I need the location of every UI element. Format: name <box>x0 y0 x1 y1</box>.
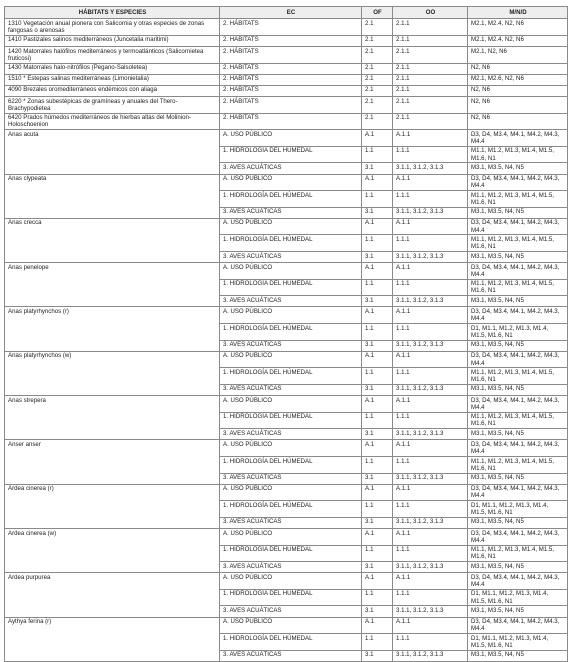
mnd-cell: M1.1, M1.2, M1.3, M1.4, M1.5, M1.6, N1 <box>468 146 568 163</box>
oo-cell: 3.1.1, 3.1.2, 3.1.3 <box>393 251 468 262</box>
of-cell: A.1 <box>362 440 393 457</box>
ec-cell: A. USO PÚBLICO <box>220 307 362 324</box>
of-cell: 2.1 <box>362 63 393 74</box>
habitat-name-cell: 6220 * Zonas subestépicas de gramíneas y anuales del Thero-Brachypodietea <box>5 97 220 114</box>
mnd-cell: D3, D4, M3.4, M4.1, M4.2, M4.3, M4.4 <box>468 573 568 590</box>
oo-cell: 1.1.1 <box>393 324 468 341</box>
mnd-cell: M1.1, M1.2, M1.3, M1.4, M1.5, M1.6, N1 <box>468 545 568 562</box>
oo-cell: A.1.1 <box>393 529 468 546</box>
oo-cell: A.1.1 <box>393 263 468 280</box>
oo-cell: 1.1.1 <box>393 501 468 518</box>
species-row <box>5 130 568 147</box>
ec-cell: 1. HIDROLOGÍA DEL HÚMEDAL <box>220 368 362 385</box>
table-header <box>5 7 568 19</box>
oo-cell: 1.1.1 <box>393 368 468 385</box>
habitat-name-cell: 1410 Pastizales salinos mediterráneos (Juncetalia maritimi) <box>5 35 220 46</box>
of-cell: A.1 <box>362 218 393 235</box>
mnd-cell: D3, D4, M3.4, M4.1, M4.2, M4.3, M4.4 <box>468 396 568 413</box>
of-cell: 2.1 <box>362 46 393 63</box>
ec-cell: 1. HIDROLOGÍA DEL HÚMEDAL <box>220 412 362 429</box>
oo-cell: A.1.1 <box>393 130 468 147</box>
species-row <box>5 440 568 457</box>
ec-cell: A. USO PÚBLICO <box>220 263 362 280</box>
habitat-name-cell: 1430 Matorrales halo-nitrófilos (Pegano-Salsoletea) <box>5 63 220 74</box>
oo-cell: A.1.1 <box>393 484 468 501</box>
oo-cell: 1.1.1 <box>393 634 468 651</box>
ec-cell: 3. AVES ACUÁTICAS <box>220 606 362 617</box>
oo-cell: 3.1.1, 3.1.2, 3.1.3 <box>393 296 468 307</box>
mnd-cell: M2.1, M2.4, N2, N6 <box>468 35 568 46</box>
mnd-cell: M3.1, M3.5, N4, N5 <box>468 606 568 617</box>
of-cell: A.1 <box>362 529 393 546</box>
oo-cell: 2.1.1 <box>393 97 468 114</box>
of-cell: 3.1 <box>362 163 393 174</box>
mnd-cell: M2.1, M2.6, N2, N6 <box>468 74 568 85</box>
habitat-name-cell: 4090 Brezales oromediterráneos endémicos con aliaga <box>5 85 220 96</box>
ec-cell: 3. AVES ACUÁTICAS <box>220 340 362 351</box>
of-cell: 3.1 <box>362 429 393 440</box>
mnd-cell: M1.1, M1.2, M1.3, M1.4, M1.5, M1.6, N1 <box>468 412 568 429</box>
mnd-cell: N2, N6 <box>468 113 568 130</box>
ec-cell: 2. HÁBITATS <box>220 97 362 114</box>
ec-cell: 3. AVES ACUÁTICAS <box>220 163 362 174</box>
species-name-cell: Ardea purpurea <box>5 573 220 617</box>
mnd-cell: M3.1, M3.5, N4, N5 <box>468 163 568 174</box>
ec-cell: 2. HÁBITATS <box>220 35 362 46</box>
of-cell: 2.1 <box>362 97 393 114</box>
col-header-oo: OO <box>393 7 468 19</box>
mnd-cell: M2.1, M2.4, N2, N6 <box>468 19 568 36</box>
mnd-cell: M3.1, M3.5, N4, N5 <box>468 562 568 573</box>
oo-cell: A.1.1 <box>393 351 468 368</box>
mnd-cell: M3.1, M3.5, N4, N5 <box>468 296 568 307</box>
of-cell: 1.1 <box>362 456 393 473</box>
habitat-row <box>5 113 568 130</box>
ec-cell: A. USO PÚBLICO <box>220 573 362 590</box>
of-cell: 3.1 <box>362 562 393 573</box>
ec-cell: 1. HIDROLOGÍA DEL HÚMEDAL <box>220 235 362 252</box>
species-name-cell: Aythya ferina (r) <box>5 617 220 661</box>
ec-cell: 3. AVES ACUÁTICAS <box>220 473 362 484</box>
ec-cell: A. USO PÚBLICO <box>220 351 362 368</box>
species-name-cell: Anas acuta <box>5 130 220 174</box>
mnd-cell: D3, D4, M3.4, M4.1, M4.2, M4.3, M4.4 <box>468 484 568 501</box>
oo-cell: 3.1.1, 3.1.2, 3.1.3 <box>393 562 468 573</box>
oo-cell: 3.1.1, 3.1.2, 3.1.3 <box>393 606 468 617</box>
of-cell: 1.1 <box>362 368 393 385</box>
oo-cell: A.1.1 <box>393 617 468 634</box>
of-cell: 2.1 <box>362 35 393 46</box>
oo-cell: 3.1.1, 3.1.2, 3.1.3 <box>393 429 468 440</box>
of-cell: A.1 <box>362 130 393 147</box>
oo-cell: 3.1.1, 3.1.2, 3.1.3 <box>393 340 468 351</box>
habitat-name-cell: 1510 * Estepas salinas mediterráneas (Limonietalia) <box>5 74 220 85</box>
oo-cell: 1.1.1 <box>393 589 468 606</box>
habitat-name-cell: 1420 Matorrales halófilos mediterráneos y termoatlánticos (Salicornietea fruticosi) <box>5 46 220 63</box>
ec-cell: 1. HIDROLOGÍA DEL HÚMEDAL <box>220 279 362 296</box>
mnd-cell: D3, D4, M3.4, M4.1, M4.2, M4.3, M4.4 <box>468 351 568 368</box>
ec-cell: A. USO PÚBLICO <box>220 130 362 147</box>
of-cell: 3.1 <box>362 296 393 307</box>
of-cell: 3.1 <box>362 473 393 484</box>
ec-cell: 1. HIDROLOGÍA DEL HÚMEDAL <box>220 456 362 473</box>
species-row <box>5 396 568 413</box>
ec-cell: 1. HIDROLOGÍA DEL HÚMEDAL <box>220 589 362 606</box>
species-row <box>5 307 568 324</box>
habitat-row <box>5 19 568 36</box>
ec-cell: 1. HIDROLOGÍA DEL HÚMEDAL <box>220 634 362 651</box>
of-cell: 3.1 <box>362 606 393 617</box>
mnd-cell: D3, D4, M3.4, M4.1, M4.2, M4.3, M4.4 <box>468 307 568 324</box>
oo-cell: 2.1.1 <box>393 35 468 46</box>
mnd-cell: N2, N6 <box>468 85 568 96</box>
mnd-cell: D3, D4, M3.4, M4.1, M4.2, M4.3, M4.4 <box>468 218 568 235</box>
oo-cell: 1.1.1 <box>393 146 468 163</box>
of-cell: 1.1 <box>362 191 393 208</box>
habitat-name-cell: 6420 Prados húmedos mediterráneos de hierbas altas del Molinion-Holoschoenion <box>5 113 220 130</box>
of-cell: A.1 <box>362 263 393 280</box>
oo-cell: 3.1.1, 3.1.2, 3.1.3 <box>393 517 468 528</box>
mnd-cell: M3.1, M3.5, N4, N5 <box>468 384 568 395</box>
of-cell: 3.1 <box>362 384 393 395</box>
mnd-cell: D3, D4, M3.4, M4.1, M4.2, M4.3, M4.4 <box>468 130 568 147</box>
habitat-row <box>5 85 568 96</box>
mnd-cell: M3.1, M3.5, N4, N5 <box>468 473 568 484</box>
oo-cell: A.1.1 <box>393 573 468 590</box>
habitat-name-cell: 1310 Vegetación anual pionera con Salicornia y otras especies de zonas fangosas o arenosas <box>5 19 220 36</box>
mnd-cell: M1.1, M1.2, M1.3, M1.4, M1.5, M1.6, N1 <box>468 368 568 385</box>
of-cell: 2.1 <box>362 113 393 130</box>
ec-cell: 1. HIDROLOGÍA DEL HÚMEDAL <box>220 545 362 562</box>
mnd-cell: M3.1, M3.5, N4, N5 <box>468 650 568 661</box>
oo-cell: 3.1.1, 3.1.2, 3.1.3 <box>393 384 468 395</box>
mnd-cell: M1.1, M1.2, M1.3, M1.4, M1.5, M1.6, N1 <box>468 279 568 296</box>
ec-cell: A. USO PÚBLICO <box>220 174 362 191</box>
habitat-row <box>5 46 568 63</box>
ec-cell: A. USO PÚBLICO <box>220 396 362 413</box>
species-row <box>5 529 568 546</box>
mnd-cell: D3, D4, M3.4, M4.1, M4.2, M4.3, M4.4 <box>468 174 568 191</box>
of-cell: A.1 <box>362 484 393 501</box>
oo-cell: A.1.1 <box>393 218 468 235</box>
mnd-cell: N2, N6 <box>468 63 568 74</box>
ec-cell: 3. AVES ACUÁTICAS <box>220 562 362 573</box>
oo-cell: 2.1.1 <box>393 63 468 74</box>
ec-cell: 1. HIDROLOGÍA DEL HÚMEDAL <box>220 146 362 163</box>
col-header-habitats: HÁBITATS Y ESPECIES <box>5 7 220 19</box>
oo-cell: 3.1.1, 3.1.2, 3.1.3 <box>393 650 468 661</box>
oo-cell: 2.1.1 <box>393 74 468 85</box>
species-row <box>5 351 568 368</box>
ec-cell: 1. HIDROLOGÍA DEL HÚMEDAL <box>220 324 362 341</box>
mnd-cell: D1, M1.1, M1.2, M1.3, M1.4, M1.5, M1.6, N1 <box>468 634 568 651</box>
oo-cell: 1.1.1 <box>393 456 468 473</box>
mnd-cell: D3, D4, M3.4, M4.1, M4.2, M4.3, M4.4 <box>468 617 568 634</box>
mnd-cell: M1.1, M1.2, M1.3, M1.4, M1.5, M1.6, N1 <box>468 191 568 208</box>
mnd-cell: D3, D4, M3.4, M4.1, M4.2, M4.3, M4.4 <box>468 440 568 457</box>
ec-cell: A. USO PÚBLICO <box>220 440 362 457</box>
of-cell: A.1 <box>362 174 393 191</box>
species-name-cell: Anas platyrhynchos (r) <box>5 307 220 351</box>
species-row <box>5 484 568 501</box>
oo-cell: 2.1.1 <box>393 19 468 36</box>
ec-cell: 2. HÁBITATS <box>220 85 362 96</box>
species-name-cell: Anser anser <box>5 440 220 484</box>
mnd-cell: D1, M1.1, M1.2, M1.3, M1.4, M1.5, M1.6, N1 <box>468 501 568 518</box>
oo-cell: A.1.1 <box>393 307 468 324</box>
species-row <box>5 263 568 280</box>
ec-cell: 3. AVES ACUÁTICAS <box>220 251 362 262</box>
table-body <box>5 19 568 662</box>
species-name-cell: Anas clypeata <box>5 174 220 218</box>
of-cell: 1.1 <box>362 634 393 651</box>
habitats-species-table <box>4 6 568 662</box>
oo-cell: 1.1.1 <box>393 235 468 252</box>
ec-cell: 3. AVES ACUÁTICAS <box>220 296 362 307</box>
mnd-cell: M3.1, M3.5, N4, N5 <box>468 251 568 262</box>
oo-cell: 2.1.1 <box>393 113 468 130</box>
habitat-row <box>5 74 568 85</box>
oo-cell: 1.1.1 <box>393 279 468 296</box>
species-name-cell: Anas platyrhynchos (w) <box>5 351 220 395</box>
col-header-of: OF <box>362 7 393 19</box>
header-row <box>5 7 568 19</box>
oo-cell: 2.1.1 <box>393 46 468 63</box>
mnd-cell: M3.1, M3.5, N4, N5 <box>468 207 568 218</box>
mnd-cell: M1.1, M1.2, M1.3, M1.4, M1.5, M1.6, N1 <box>468 456 568 473</box>
of-cell: 1.1 <box>362 412 393 429</box>
mnd-cell: M3.1, M3.5, N4, N5 <box>468 517 568 528</box>
of-cell: 3.1 <box>362 340 393 351</box>
ec-cell: 3. AVES ACUÁTICAS <box>220 429 362 440</box>
species-name-cell: Ardea cinerea (w) <box>5 529 220 573</box>
species-name-cell: Anas penelope <box>5 263 220 307</box>
oo-cell: 3.1.1, 3.1.2, 3.1.3 <box>393 473 468 484</box>
of-cell: 1.1 <box>362 545 393 562</box>
oo-cell: A.1.1 <box>393 440 468 457</box>
ec-cell: 3. AVES ACUÁTICAS <box>220 207 362 218</box>
habitat-row <box>5 35 568 46</box>
of-cell: 1.1 <box>362 146 393 163</box>
mnd-cell: M3.1, M3.5, N4, N5 <box>468 429 568 440</box>
ec-cell: 3. AVES ACUÁTICAS <box>220 650 362 661</box>
mnd-cell: D1, M1.1, M1.2, M1.3, M1.4, M1.5, M1.6, N1 <box>468 589 568 606</box>
of-cell: 3.1 <box>362 207 393 218</box>
of-cell: 2.1 <box>362 85 393 96</box>
mnd-cell: N2, N6 <box>468 97 568 114</box>
species-name-cell: Ardea cinerea (r) <box>5 484 220 528</box>
of-cell: A.1 <box>362 396 393 413</box>
ec-cell: A. USO PÚBLICO <box>220 484 362 501</box>
mnd-cell: D3, D4, M3.4, M4.1, M4.2, M4.3, M4.4 <box>468 529 568 546</box>
mnd-cell: D3, D4, M3.4, M4.1, M4.2, M4.3, M4.4 <box>468 263 568 280</box>
oo-cell: A.1.1 <box>393 174 468 191</box>
oo-cell: 1.1.1 <box>393 545 468 562</box>
species-row <box>5 218 568 235</box>
of-cell: 1.1 <box>362 324 393 341</box>
col-header-mnd: M/N/D <box>468 7 568 19</box>
ec-cell: A. USO PÚBLICO <box>220 529 362 546</box>
ec-cell: 3. AVES ACUÁTICAS <box>220 517 362 528</box>
species-row <box>5 573 568 590</box>
of-cell: 1.1 <box>362 235 393 252</box>
mnd-cell: M1.1, M1.2, M1.3, M1.4, M1.5, M1.6, N1 <box>468 235 568 252</box>
oo-cell: A.1.1 <box>393 396 468 413</box>
of-cell: A.1 <box>362 351 393 368</box>
oo-cell: 1.1.1 <box>393 191 468 208</box>
ec-cell: 1. HIDROLOGÍA DEL HÚMEDAL <box>220 191 362 208</box>
oo-cell: 2.1.1 <box>393 85 468 96</box>
of-cell: A.1 <box>362 617 393 634</box>
oo-cell: 1.1.1 <box>393 412 468 429</box>
ec-cell: A. USO PÚBLICO <box>220 218 362 235</box>
of-cell: A.1 <box>362 307 393 324</box>
species-name-cell: Anas strepera <box>5 396 220 440</box>
of-cell: 2.1 <box>362 74 393 85</box>
habitat-row <box>5 97 568 114</box>
ec-cell: 3. AVES ACUÁTICAS <box>220 384 362 395</box>
ec-cell: A. USO PÚBLICO <box>220 617 362 634</box>
mnd-cell: D1, M1.1, M1.2, M1.3, M1.4, M1.5, M1.6, N1 <box>468 324 568 341</box>
species-row <box>5 174 568 191</box>
mnd-cell: M3.1, M3.5, N4, N5 <box>468 340 568 351</box>
ec-cell: 2. HÁBITATS <box>220 74 362 85</box>
ec-cell: 1. HIDROLOGÍA DEL HÚMEDAL <box>220 501 362 518</box>
of-cell: 3.1 <box>362 650 393 661</box>
col-header-ec: EC <box>220 7 362 19</box>
of-cell: A.1 <box>362 573 393 590</box>
oo-cell: 3.1.1, 3.1.2, 3.1.3 <box>393 163 468 174</box>
of-cell: 1.1 <box>362 589 393 606</box>
of-cell: 3.1 <box>362 251 393 262</box>
mnd-cell: M2.1, N2, N6 <box>468 46 568 63</box>
of-cell: 1.1 <box>362 279 393 296</box>
ec-cell: 2. HÁBITATS <box>220 63 362 74</box>
ec-cell: 2. HÁBITATS <box>220 113 362 130</box>
species-row <box>5 617 568 634</box>
ec-cell: 2. HÁBITATS <box>220 19 362 36</box>
species-name-cell: Anas crecca <box>5 218 220 262</box>
ec-cell: 2. HÁBITATS <box>220 46 362 63</box>
oo-cell: 3.1.1, 3.1.2, 3.1.3 <box>393 207 468 218</box>
habitat-row <box>5 63 568 74</box>
of-cell: 2.1 <box>362 19 393 36</box>
of-cell: 3.1 <box>362 517 393 528</box>
of-cell: 1.1 <box>362 501 393 518</box>
